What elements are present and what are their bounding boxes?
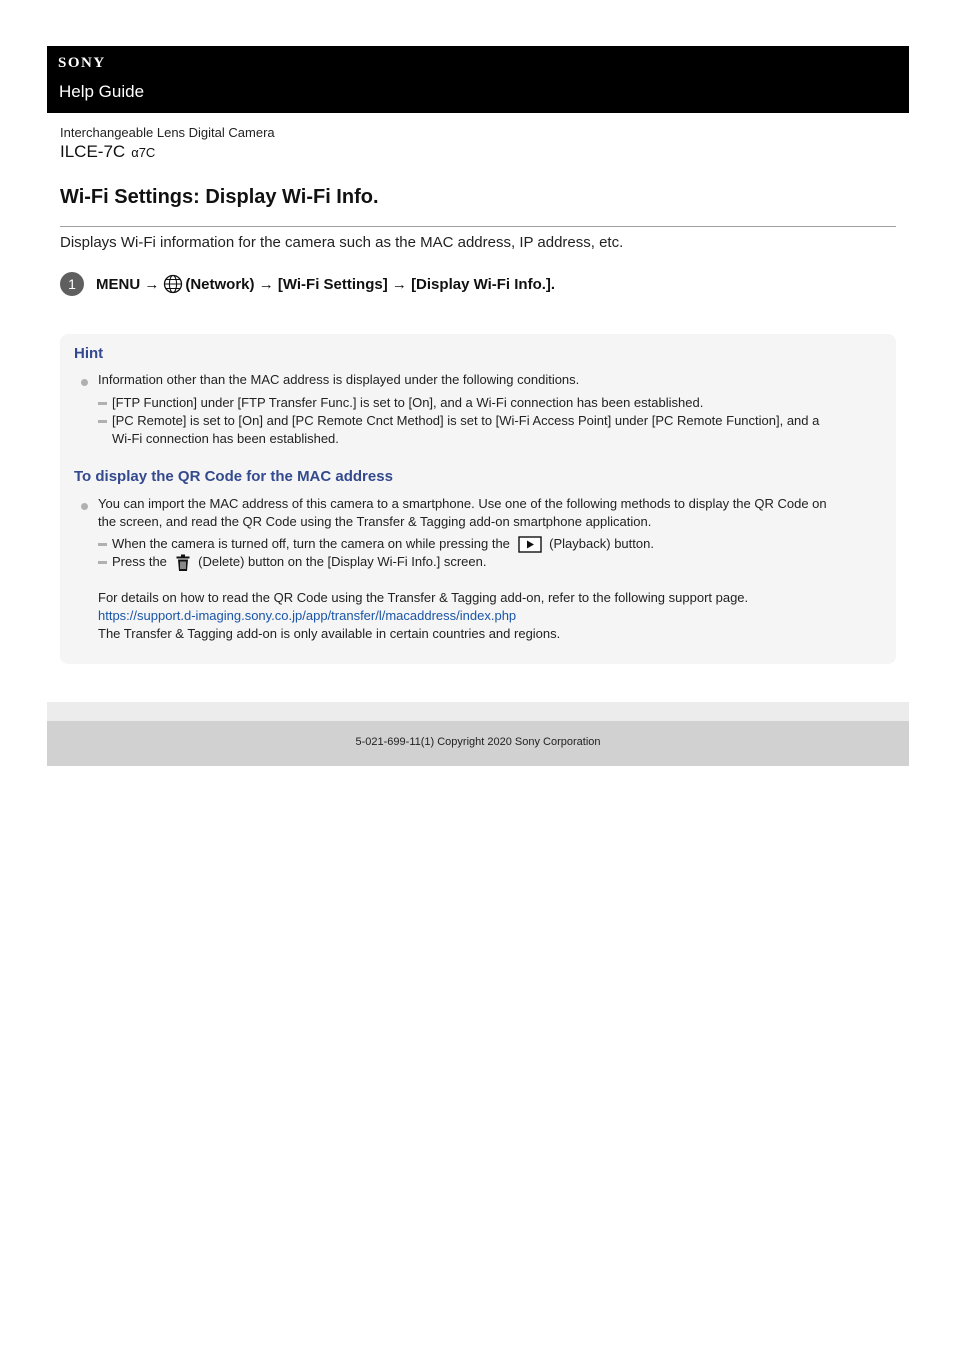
step-number-badge: 1 [60, 272, 84, 296]
sub-bullet-dash [98, 561, 107, 564]
hint-bullet: Information other than the MAC address is displayed under the following conditions. [98, 372, 580, 387]
sony-logo: SONY [58, 55, 106, 71]
footer [47, 721, 909, 766]
wifi-settings-label: [Wi-Fi Settings] [277, 275, 388, 293]
playback-icon [518, 536, 542, 553]
step-1 [60, 272, 555, 296]
sub-bullet-dash [98, 420, 107, 423]
bullet-dot [81, 379, 88, 386]
copyright: 5-021-699-11(1) Copyright 2020 Sony Corporation [355, 736, 601, 748]
qr-sub-item-2-before: Press the [112, 554, 167, 569]
qr-sub-item-1-before: When the camera is turned off, turn the camera on while pressing the [112, 536, 510, 551]
qr-sub-item-1 [112, 535, 654, 553]
hint-sub-item-2-line-1: [PC Remote] is set to [On] and [PC Remote Cnct Method] is set to [Wi-Fi Access Point] under [PC Remote Function], and a [112, 413, 820, 428]
page-title: Wi-Fi Settings: Display Wi-Fi Info. [60, 186, 379, 208]
arrow: → [391, 275, 407, 293]
arrow: → [258, 275, 274, 293]
hint-heading: Hint [74, 345, 104, 362]
hint-box [60, 334, 896, 664]
model-number: ILCE-7C [60, 142, 126, 161]
title-divider [60, 226, 896, 227]
model-name [60, 142, 155, 162]
qr-bullet-line-1: You can import the MAC address of this camera to a smartphone. Use one of the following methods to display the QR Code on [98, 496, 827, 511]
step-instruction [96, 274, 555, 294]
page-description: Displays Wi-Fi information for the camera such as the MAC address, IP address, etc. [60, 234, 624, 251]
network-globe-icon [163, 274, 183, 294]
qr-heading: To display the QR Code for the MAC address [74, 468, 393, 485]
sub-bullet-dash [98, 543, 107, 546]
qr-details: For details on how to read the QR Code using the Transfer & Tagging add-on, refer to the following support page. [98, 590, 749, 605]
qr-bullet-line-2: the screen, and read the QR Code using the Transfer & Tagging add-on smartphone application. [98, 514, 652, 529]
menu-label: MENU [96, 275, 141, 293]
hint-sub-item-2-line-2: Wi-Fi connection has been established. [112, 431, 339, 446]
product-line: Interchangeable Lens Digital Camera [60, 125, 275, 140]
bullet-dot [81, 503, 88, 510]
arrow: → [144, 275, 160, 293]
qr-sub-item-2 [112, 553, 486, 572]
help-guide-title: Help Guide [59, 82, 145, 101]
model-alias: α7C [131, 145, 156, 160]
display-wifi-label: [Display Wi-Fi Info.]. [411, 275, 556, 293]
hint-sub-item-1: [FTP Function] under [FTP Transfer Func.] is set to [On], and a Wi-Fi connection has been established. [112, 395, 704, 410]
footer-spacer [47, 702, 909, 721]
sub-bullet-dash [98, 402, 107, 405]
delete-trash-icon [175, 554, 191, 572]
qr-sub-item-1-after: (Playback) button. [549, 536, 654, 551]
qr-sub-item-2-after: (Delete) button on the [Display Wi-Fi Info.] screen. [198, 554, 487, 569]
network-label: (Network) [185, 275, 255, 293]
support-link[interactable]: https://support.d-imaging.sony.co.jp/app/transfer/l/macaddress/index.php [98, 608, 517, 623]
qr-availability: The Transfer & Tagging add-on is only available in certain countries and regions. [98, 626, 561, 641]
header-bar [47, 46, 909, 113]
